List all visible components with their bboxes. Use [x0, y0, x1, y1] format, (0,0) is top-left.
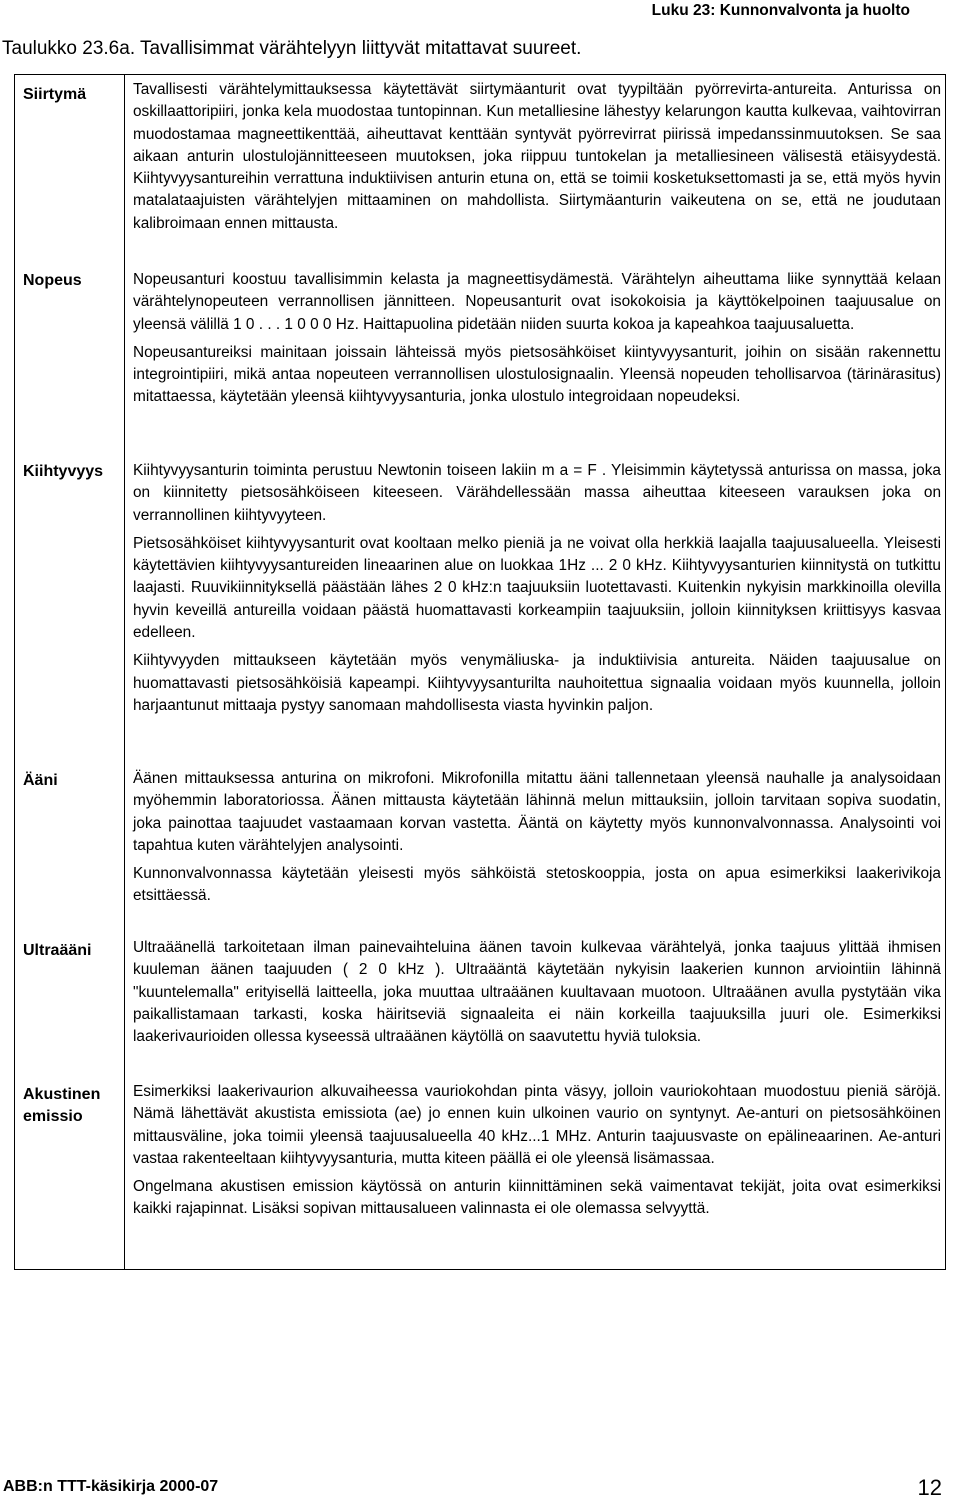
row-text-ultraaani: [133, 937, 941, 1054]
paragraph: Äänen mittauksessa anturina on mikrofoni. Mikrofonilla mitattu ääni tallennetaan yleensä nauhalle ja analysoidaan myöhemmin laboratoriossa. Äänen mittausta käytetään lähinnä melun mittauksiin, jolloin tarvitaan sopiva suodatin, joka painottaa taajuudet vastaamaan korvan vastetta. Ääntä on käytetty myös kunnonvalvonnassa. Analysointi voi tapahtua kuten värähtelyjen analysointi.: [133, 770, 941, 854]
chapter-header: Luku 23: Kunnonvalvonta ja huolto: [651, 2, 910, 19]
page-number: 12: [917, 1475, 942, 1500]
row-label-akustinen-emissio: Akustinen emissio: [23, 1086, 101, 1125]
paragraph: Pietsosähköiset kiihtyvyysanturit ovat kooltaan melko pieniä ja ne voivat olla herkkiä laajalla taajuusalueella. Yleisesti käytettävien kiihtyvyysantureiden lineaarinen alue on luokkaa 1Hz ... 2 0 kHz. Kiihtyvyysanturien kiinnitystä on tutkittu laajasti. Ruuvikiinnityksellä päästään lähes 2 0 kHz:n taajuuksiin luotettavasti. Kuitenkin nykyisin markkinoilla olevilla hyvin keveillä antureilla voidaan päästä huomattavasti korkeampiin taajuuksiin, jolloin kiinnityksen kriittisyys kasvaa edelleen.: [133, 534, 941, 642]
footer-document-title: ABB:n TTT-käsikirja 2000-07: [3, 1478, 219, 1495]
paragraph: Kiihtyvyyden mittaukseen käytetään myös venymäliuska- ja induktiivisia antureita. Näiden taajuusalue on huomattavasti pietsosähköisiä kapeampi. Kiihtyvyysanturilta nauhoitettua signaalia voidaan myös kuunnella, jolloin harjaantunut mittaaja pystyy sanomaan mahdollisesta viasta hyvinkin paljon.: [133, 652, 941, 714]
row-label-kiihtyvyys: Kiihtyvyys: [23, 463, 104, 480]
paragraph: Nopeusantureiksi mainitaan joissain lähteissä myös pietsosähköiset kiintyvyysanturit, joihin on sisään rakennettu integrointipiiri, mikä antaa nopeuteen verrannollisen ulostulosignaalin. Yleensä nopeuden tehollisarvoa (tärinärasitus) mitattaessa, käytetään yleensä kiihtyvyysanturia, jonka ulostulo integroidaan nopeudeksi.: [133, 343, 941, 406]
row-text-aani: [133, 768, 941, 914]
paragraph: Nopeusanturi koostuu tavallisimmin kelasta ja magneettisydämestä. Värähtelyn aiheuttama liike synnyttää kelaan värähtelynopeuteen verrannollisen jännitteen. Nopeusanturit ovat isokokoisia ja käyttökelpoinen taajuusalue on yleensä välillä 1 0 . . . 1 0 0 0 Hz. Haittapuolina pidetään niiden suurta kokoa ja kapeahkoa taajuusaluetta.: [133, 271, 941, 333]
paragraph: Kunnonvalvonnassa käytetään yleisesti myös sähköistä stetoskooppia, josta on apua esimerkiksi laakerivikoja etsittäessä.: [133, 865, 941, 905]
row-label-ultraaani: Ultraääni: [23, 942, 92, 959]
table-title: Taulukko 23.6a. Tavallisimmat värähtelyyn liittyvät mitattavat suureet.: [2, 38, 582, 59]
row-text-akustinen-emissio: [133, 1081, 941, 1227]
row-text-kiihtyvyys: [133, 460, 941, 723]
paragraph: Esimerkiksi laakerivaurion alkuvaiheessa vauriokohdan pinta väsyy, jolloin vauriokohtaan muodostuu pieniä säröjä. Nämä lähettävät akustista emissiota (ae) jo ennen kuin ulkoinen vaurio on syntynyt. Ae-anturi on pietsosähköinen mittausväline, joka toimii yleensä taajuusalueella 40 kHz...1 MHz. Anturin taajuusvaste on epälineaarinen. Ae-anturi vastaa rakenteeltaan kiihtyvyysanturia, mutta kiteen päällä ei ole yleensä lisämassaa.: [133, 1083, 941, 1167]
column-divider: [124, 74, 125, 1270]
row-text-siirtyma: [133, 79, 941, 241]
paragraph: Ongelmana akustisen emission käytössä on anturin kiinnittäminen sekä vaimentavat tekijät, joita ovat esimerkiksi kaikki rajapinnat. Lisäksi sopivan mittausalueen valinnasta ei ole olemassa selvyyttä.: [133, 1178, 941, 1218]
row-label-siirtyma: Siirtymä: [23, 86, 87, 103]
row-label-aani: Ääni: [23, 772, 58, 789]
paragraph: Tavallisesti värähtelymittauksessa käytettävät siirtymäanturit ovat tyypiltään pyörrevirta-antureita. Anturissa on oskillaattoripiiri, jonka kela muodostaa tuntopinnan. Kun metalliesine lähestyy kelarungon kautta kulkevaa, vaihtovirran muodostamaa magneettikenttää, aiheuttavat kenttään syntyvät pyörrevirrat piirissä impedanssinmuutoksen. Se saa aikaan anturin ulostulojännitteeseen muutoksen, joka riippuu tuntokelan ja metalliesineen välisestä etäisyydestä. Kiihtyvyysantureihin verrattuna induktiivisen anturin etuna on, että se toimii kosketuksettomasti ja se, että myös hyvin matalataajuisten värähtelyjen mittaaminen on mahdollista. Siirtymäanturin vaikeutena on se, että ne joudutaan kalibroimaan ennen mittausta.: [133, 81, 941, 232]
paragraph: Ultraäänellä tarkoitetaan ilman painevaihteluina äänen tavoin kulkevaa värähtelyä, jonka taajuus ylittää ihmisen kuuleman äänen taajuuden ( 2 0 kHz ). Ultraääntä käytetään nykyisin laakerien kunnon arviointiin lähinnä "kuuntelemalla" erityisellä laitteella, joka muuttaa ultraäänen kuultavaan muotoon. Ultraäänen avulla pystytään vika paikallistamaan tarkasti, koska häiritseviä signaaleita ei näin korkeilla taajuuksilla juuri ole. Esimerkiksi laakerivaurioiden ollessa kyseessä ultraäänen käytöllä on saavutettu hyviä tuloksia.: [133, 939, 941, 1046]
row-label-nopeus: Nopeus: [23, 272, 82, 289]
row-text-nopeus: [133, 269, 941, 415]
paragraph: Kiihtyvyysanturin toiminta perustuu Newtonin toiseen lakiin m a = F . Yleisimmin käytetyssä anturissa on massa, joka on kiinnitetty pietsosähköiseen kiteeseen. Värähdellessään massa aiheuttaa kiteeseen varauksen joka on verrannollinen kiihtyvyyteen.: [133, 462, 941, 524]
